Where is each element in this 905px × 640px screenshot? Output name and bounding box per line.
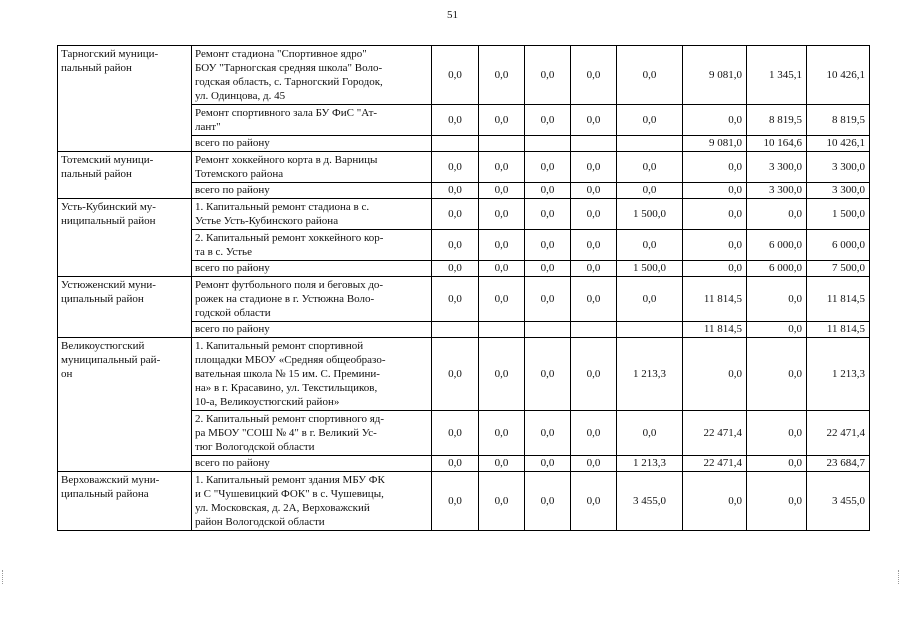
value-cell-col-4: 0,0	[571, 183, 617, 199]
value-cell-col-2: 0,0	[479, 411, 525, 456]
value-cell-col-5: 0,0	[617, 46, 683, 105]
object-description-cell: 1. Капитальный ремонт спортивной площадки МБОУ «Средняя общеобразо- вательная школа № 15 им. С. Премини- на» в г. Красавино, ул. Текстильщиков, 10-а, Великоустюгский район»	[192, 338, 432, 411]
value-cell-col-1: 0,0	[432, 277, 479, 322]
value-cell-col-3: 0,0	[525, 230, 571, 261]
district-name-cell: Великоустюгский муниципальный рай- он	[58, 338, 192, 472]
total-label-cell: всего по району	[192, 183, 432, 199]
value-cell-col-7: 0,0	[747, 456, 807, 472]
value-cell-col-4: 0,0	[571, 46, 617, 105]
value-cell-col-6: 22 471,4	[683, 411, 747, 456]
value-cell-col-1: 0,0	[432, 105, 479, 136]
table-row	[58, 152, 870, 183]
value-cell-col-8: 23 684,7	[807, 456, 870, 472]
value-cell-col-3: 0,0	[525, 152, 571, 183]
value-cell-col-2	[479, 322, 525, 338]
value-cell-col-5: 0,0	[617, 183, 683, 199]
value-cell-col-8: 11 814,5	[807, 277, 870, 322]
value-cell-col-3: 0,0	[525, 456, 571, 472]
value-cell-col-8: 10 426,1	[807, 136, 870, 152]
value-cell-col-4: 0,0	[571, 152, 617, 183]
total-label-cell: всего по району	[192, 456, 432, 472]
value-cell-col-6: 0,0	[683, 230, 747, 261]
value-cell-col-5: 1 500,0	[617, 261, 683, 277]
table-row	[58, 46, 870, 105]
value-cell-col-4: 0,0	[571, 105, 617, 136]
value-cell-col-7: 0,0	[747, 277, 807, 322]
district-name-cell: Устюженский муни- ципальный район	[58, 277, 192, 338]
value-cell-col-6: 0,0	[683, 338, 747, 411]
object-description-cell: 1. Капитальный ремонт здания МБУ ФК и С "Чушевицкий ФОК" в с. Чушевицы, ул. Московская, д. 2А, Верховажский район Вологодской области	[192, 472, 432, 531]
value-cell-col-7: 0,0	[747, 199, 807, 230]
value-cell-col-7: 6 000,0	[747, 261, 807, 277]
total-label-cell: всего по району	[192, 261, 432, 277]
value-cell-col-8: 10 426,1	[807, 46, 870, 105]
value-cell-col-3	[525, 136, 571, 152]
value-cell-col-4	[571, 136, 617, 152]
object-description-cell: Ремонт футбольного поля и беговых до- рожек на стадионе в г. Устюжна Воло- годской области	[192, 277, 432, 322]
value-cell-col-5	[617, 136, 683, 152]
value-cell-col-2	[479, 136, 525, 152]
district-name-cell: Верховажский муни- ципальный района	[58, 472, 192, 531]
value-cell-col-1: 0,0	[432, 199, 479, 230]
table-row	[58, 338, 870, 411]
value-cell-col-7: 0,0	[747, 411, 807, 456]
value-cell-col-6: 0,0	[683, 105, 747, 136]
value-cell-col-7: 0,0	[747, 472, 807, 531]
value-cell-col-6: 22 471,4	[683, 456, 747, 472]
value-cell-col-1: 0,0	[432, 456, 479, 472]
value-cell-col-3: 0,0	[525, 199, 571, 230]
value-cell-col-1	[432, 322, 479, 338]
value-cell-col-3: 0,0	[525, 261, 571, 277]
value-cell-col-2: 0,0	[479, 199, 525, 230]
table-row	[58, 472, 870, 531]
value-cell-col-8: 3 455,0	[807, 472, 870, 531]
value-cell-col-8: 3 300,0	[807, 183, 870, 199]
district-name-cell: Усть-Кубинский му- ниципальный район	[58, 199, 192, 277]
value-cell-col-7: 6 000,0	[747, 230, 807, 261]
value-cell-col-3: 0,0	[525, 277, 571, 322]
value-cell-col-5: 1 500,0	[617, 199, 683, 230]
value-cell-col-4: 0,0	[571, 199, 617, 230]
value-cell-col-5	[617, 322, 683, 338]
value-cell-col-7: 0,0	[747, 338, 807, 411]
total-label-cell: всего по району	[192, 322, 432, 338]
value-cell-col-4: 0,0	[571, 277, 617, 322]
value-cell-col-6: 9 081,0	[683, 46, 747, 105]
value-cell-col-4: 0,0	[571, 338, 617, 411]
table-body	[58, 46, 870, 531]
table-row	[58, 199, 870, 230]
value-cell-col-5: 0,0	[617, 277, 683, 322]
value-cell-col-4	[571, 322, 617, 338]
value-cell-col-4: 0,0	[571, 261, 617, 277]
value-cell-col-3: 0,0	[525, 105, 571, 136]
table-row	[58, 277, 870, 322]
value-cell-col-3: 0,0	[525, 338, 571, 411]
value-cell-col-6: 0,0	[683, 152, 747, 183]
value-cell-col-3: 0,0	[525, 183, 571, 199]
value-cell-col-4: 0,0	[571, 472, 617, 531]
value-cell-col-3	[525, 322, 571, 338]
value-cell-col-6: 0,0	[683, 261, 747, 277]
value-cell-col-2: 0,0	[479, 456, 525, 472]
value-cell-col-8: 11 814,5	[807, 322, 870, 338]
left-edge-mark	[2, 570, 5, 584]
value-cell-col-1: 0,0	[432, 338, 479, 411]
value-cell-col-2: 0,0	[479, 277, 525, 322]
value-cell-col-7: 3 300,0	[747, 152, 807, 183]
value-cell-col-2: 0,0	[479, 230, 525, 261]
object-description-cell: Ремонт стадиона "Спортивное ядро" БОУ "Тарногская средняя школа" Воло- годская область, с. Тарногский Городок, ул. Одинцова, д. 45	[192, 46, 432, 105]
value-cell-col-4: 0,0	[571, 456, 617, 472]
value-cell-col-6: 9 081,0	[683, 136, 747, 152]
value-cell-col-7: 1 345,1	[747, 46, 807, 105]
value-cell-col-2: 0,0	[479, 261, 525, 277]
value-cell-col-1: 0,0	[432, 230, 479, 261]
value-cell-col-8: 7 500,0	[807, 261, 870, 277]
value-cell-col-7: 3 300,0	[747, 183, 807, 199]
value-cell-col-5: 1 213,3	[617, 338, 683, 411]
value-cell-col-8: 1 213,3	[807, 338, 870, 411]
value-cell-col-1: 0,0	[432, 472, 479, 531]
value-cell-col-7: 0,0	[747, 322, 807, 338]
value-cell-col-6: 0,0	[683, 183, 747, 199]
value-cell-col-8: 8 819,5	[807, 105, 870, 136]
value-cell-col-1: 0,0	[432, 152, 479, 183]
value-cell-col-4: 0,0	[571, 411, 617, 456]
district-name-cell: Тотемский муници- пальный район	[58, 152, 192, 199]
value-cell-col-6: 11 814,5	[683, 322, 747, 338]
value-cell-col-5: 1 213,3	[617, 456, 683, 472]
total-label-cell: всего по району	[192, 136, 432, 152]
value-cell-col-1: 0,0	[432, 46, 479, 105]
value-cell-col-2: 0,0	[479, 472, 525, 531]
value-cell-col-2: 0,0	[479, 46, 525, 105]
budget-table	[57, 45, 870, 531]
value-cell-col-3: 0,0	[525, 411, 571, 456]
value-cell-col-1: 0,0	[432, 411, 479, 456]
value-cell-col-1: 0,0	[432, 261, 479, 277]
page-number: 51	[447, 9, 458, 21]
value-cell-col-5: 3 455,0	[617, 472, 683, 531]
value-cell-col-2: 0,0	[479, 152, 525, 183]
value-cell-col-1: 0,0	[432, 183, 479, 199]
object-description-cell: Ремонт хоккейного корта в д. Варницы Тотемского района	[192, 152, 432, 183]
object-description-cell: 1. Капитальный ремонт стадиона в с. Устье Усть-Кубинского района	[192, 199, 432, 230]
value-cell-col-7: 10 164,6	[747, 136, 807, 152]
value-cell-col-8: 22 471,4	[807, 411, 870, 456]
object-description-cell: 2. Капитальный ремонт спортивного яд- ра МБОУ "СОШ № 4" в г. Великий Ус- тюг Вологодской области	[192, 411, 432, 456]
value-cell-col-6: 0,0	[683, 199, 747, 230]
value-cell-col-6: 0,0	[683, 472, 747, 531]
right-edge-mark	[898, 570, 901, 584]
value-cell-col-5: 0,0	[617, 230, 683, 261]
value-cell-col-3: 0,0	[525, 46, 571, 105]
value-cell-col-8: 3 300,0	[807, 152, 870, 183]
value-cell-col-5: 0,0	[617, 411, 683, 456]
value-cell-col-2: 0,0	[479, 183, 525, 199]
value-cell-col-3: 0,0	[525, 472, 571, 531]
value-cell-col-8: 1 500,0	[807, 199, 870, 230]
value-cell-col-4: 0,0	[571, 230, 617, 261]
value-cell-col-5: 0,0	[617, 105, 683, 136]
value-cell-col-1	[432, 136, 479, 152]
value-cell-col-2: 0,0	[479, 105, 525, 136]
district-name-cell: Тарногский муници- пальный район	[58, 46, 192, 152]
value-cell-col-8: 6 000,0	[807, 230, 870, 261]
value-cell-col-2: 0,0	[479, 338, 525, 411]
value-cell-col-7: 8 819,5	[747, 105, 807, 136]
object-description-cell: 2. Капитальный ремонт хоккейного кор- та в с. Устье	[192, 230, 432, 261]
object-description-cell: Ремонт спортивного зала БУ ФиС "Ат- лант"	[192, 105, 432, 136]
value-cell-col-5: 0,0	[617, 152, 683, 183]
value-cell-col-6: 11 814,5	[683, 277, 747, 322]
